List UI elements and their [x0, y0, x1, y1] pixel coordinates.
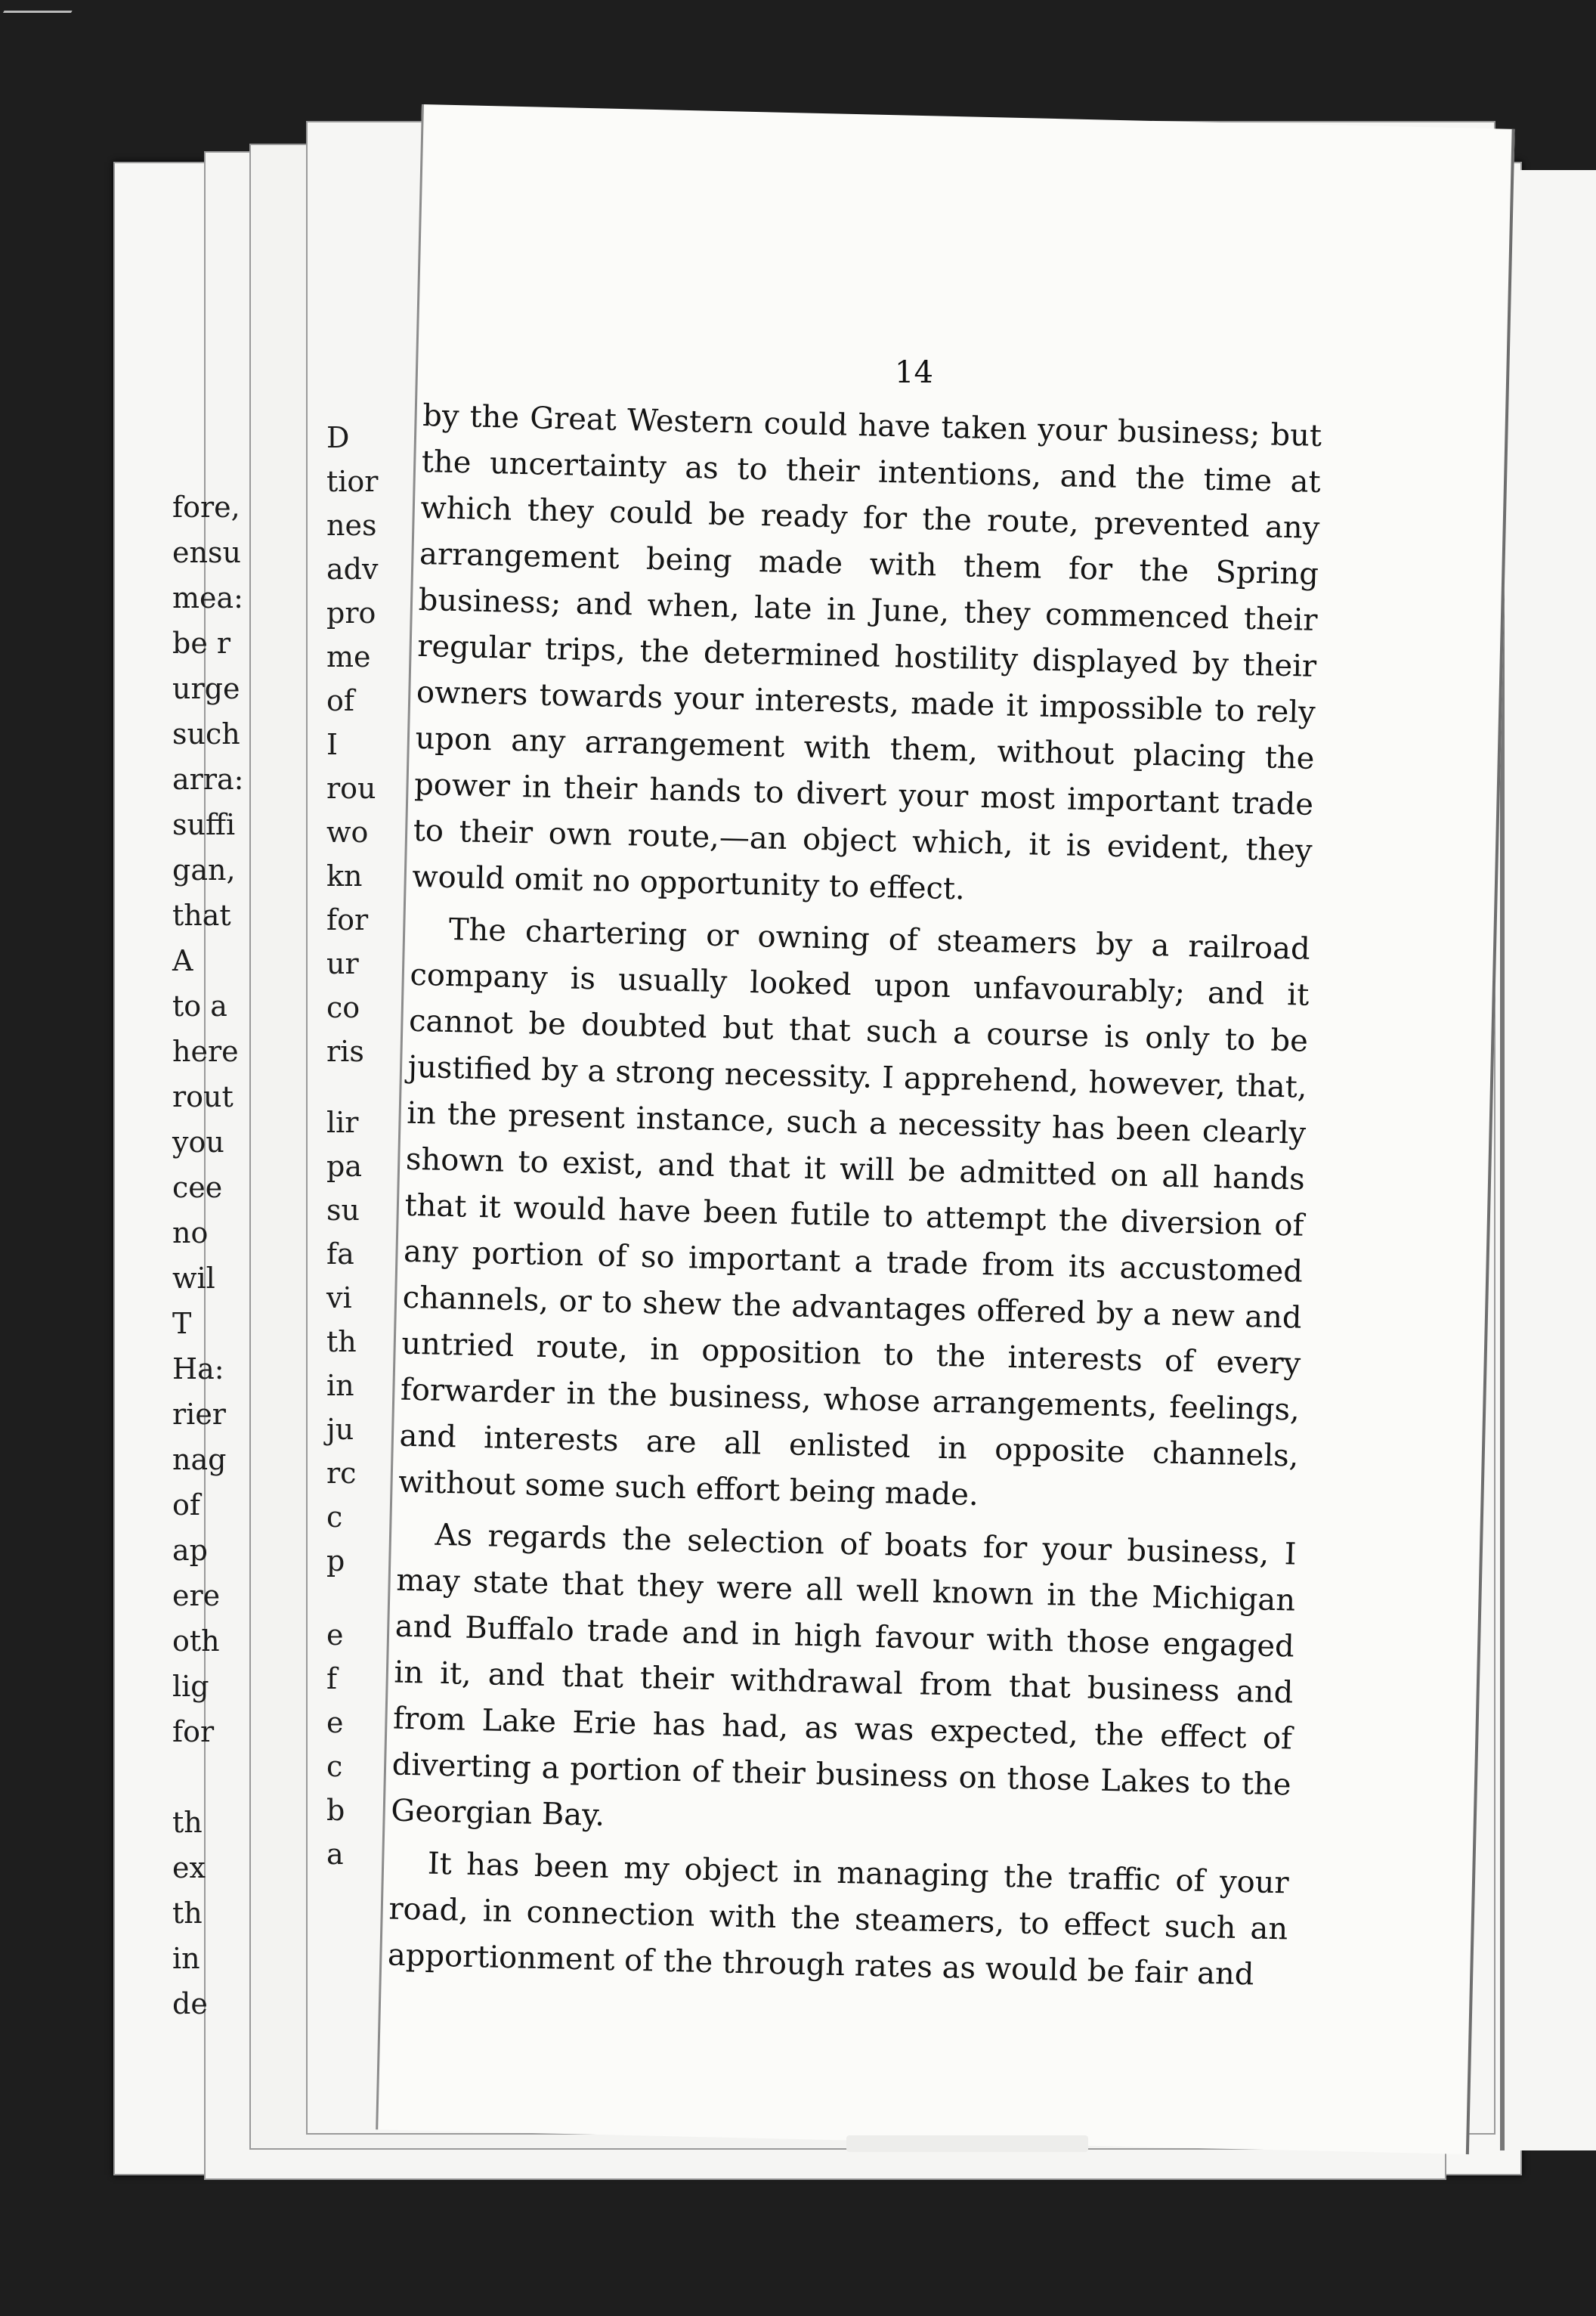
- stub-text: cee: [172, 1171, 223, 1204]
- stub-text: be r: [172, 627, 231, 660]
- stub-text: c: [326, 1750, 343, 1783]
- bottom-tab: [846, 2135, 1088, 2152]
- stub-text: ap: [172, 1534, 208, 1567]
- right-page-edge: [1500, 170, 1596, 2150]
- corner-mark: [3, 0, 80, 13]
- stub-text: kn: [326, 859, 363, 893]
- stub-text: b: [326, 1794, 345, 1827]
- stub-text: rc: [326, 1457, 357, 1490]
- stub-text: ere: [172, 1579, 221, 1612]
- stub-text: p: [326, 1544, 345, 1578]
- stub-text: e: [326, 1618, 344, 1652]
- stub-text: th: [172, 1896, 203, 1930]
- stub-text: ex: [172, 1851, 206, 1884]
- stub-text: Ha:: [172, 1352, 224, 1386]
- stub-text: de: [172, 1987, 208, 2020]
- stub-text: co: [326, 991, 360, 1024]
- stub-text: wo: [326, 816, 369, 849]
- stub-text: lir: [326, 1106, 359, 1139]
- stub-text: fore,: [172, 491, 240, 524]
- stub-text: I: [326, 728, 339, 761]
- stub-text: ris: [326, 1035, 364, 1068]
- stub-text: of: [172, 1488, 200, 1522]
- stub-text: suffi: [172, 808, 236, 841]
- stub-text: arra:: [172, 763, 244, 796]
- stub-text: tior: [326, 465, 379, 498]
- stub-text: A: [172, 944, 193, 977]
- stub-text: vi: [326, 1281, 352, 1314]
- stub-text: f: [326, 1662, 338, 1695]
- page-number: 14: [895, 355, 933, 390]
- stub-text: su: [326, 1194, 360, 1227]
- stub-text: lig: [172, 1670, 209, 1703]
- stub-text: rou: [326, 772, 376, 805]
- stub-text: ur: [326, 947, 359, 980]
- stub-text: th: [326, 1325, 357, 1358]
- stub-text: ju: [326, 1413, 354, 1446]
- stub-text: c: [326, 1500, 343, 1534]
- stub-text: wil: [172, 1262, 215, 1295]
- stub-text: to a: [172, 989, 227, 1023]
- paragraph: The chartering or owning of steamers by a railroad company is usually looked upon unfavourably; and it cannot be doubted but that such a course is only to be justified by a strong necessity. I apprehend, however, that, in the present instance, such a necessity has been clearly shown to exist, and that it will be admitted on all hands that it would have been futile to attempt the diversion of any portion of so important a trade from its accustomed channels, or to shew the advantages offered by a new and untried route, in opposition to the interests of every forwarder in the business, whose arrangements, feelings, and interests are all enlisted in opposite channels, without some such effort being made.: [397, 912, 1311, 1513]
- stub-text: no: [172, 1216, 209, 1249]
- stub-text: for: [326, 903, 369, 937]
- stub-text: urge: [172, 672, 240, 705]
- stub-text: of: [326, 684, 354, 717]
- paragraph: As regards the selection of boats for your business, I may state that they were all well known in the Michigan and Buffalo trade and in high favour with those engaged in it, and that their withdrawal from that business and from Lake Erie has had, as was expected, the effect of diverting a portion of their business on those Lakes to the Georgian Bay.: [390, 1517, 1297, 1833]
- paragraph: It has been my object in managing the traffic of your road, in connection with the steamers, to effect such an apportionment of the through rates as would be fair and: [387, 1846, 1290, 1992]
- stub-text: D: [326, 421, 350, 454]
- stub-text: such: [172, 717, 240, 751]
- stub-text: in: [326, 1369, 354, 1402]
- stub-text: rier: [172, 1398, 226, 1431]
- stub-text: nes: [326, 509, 377, 542]
- stub-text: for: [172, 1715, 215, 1748]
- stub-text: you: [172, 1125, 224, 1159]
- stub-text: here: [172, 1035, 239, 1068]
- body-text: [387, 393, 1322, 1999]
- stub-text: me: [326, 640, 371, 673]
- stub-text: pa: [326, 1150, 362, 1183]
- stub-text: a: [326, 1838, 344, 1871]
- stub-text: pro: [326, 596, 376, 630]
- stub-text: e: [326, 1706, 344, 1739]
- stub-text: that: [172, 899, 231, 932]
- paragraph: by the Great Western could have taken your business; but the uncertainty as to their intentions, and the time at which they could be ready for the route, prevented any arrangement being made with them for the Spring business; and when, late in June, they commenced their regular trips, the determined hostility displayed by their owners towards your interests, made it impossible to rely upon any arrangement with them, without placing the power in their hands to divert your most important trade to their own route,—an object which, it is evident, they would omit no opportunity to effect.: [411, 398, 1322, 907]
- stub-text: in: [172, 1942, 200, 1975]
- stub-text: adv: [326, 553, 379, 586]
- stub-text: rout: [172, 1080, 234, 1113]
- stub-text: th: [172, 1806, 203, 1839]
- stub-text: ensu: [172, 536, 241, 569]
- stub-text: oth: [172, 1624, 220, 1658]
- stub-text: fa: [326, 1237, 354, 1271]
- stub-text: gan,: [172, 853, 236, 887]
- stub-text: T: [172, 1307, 192, 1340]
- stub-text: nag: [172, 1443, 227, 1476]
- stub-text: mea:: [172, 581, 243, 615]
